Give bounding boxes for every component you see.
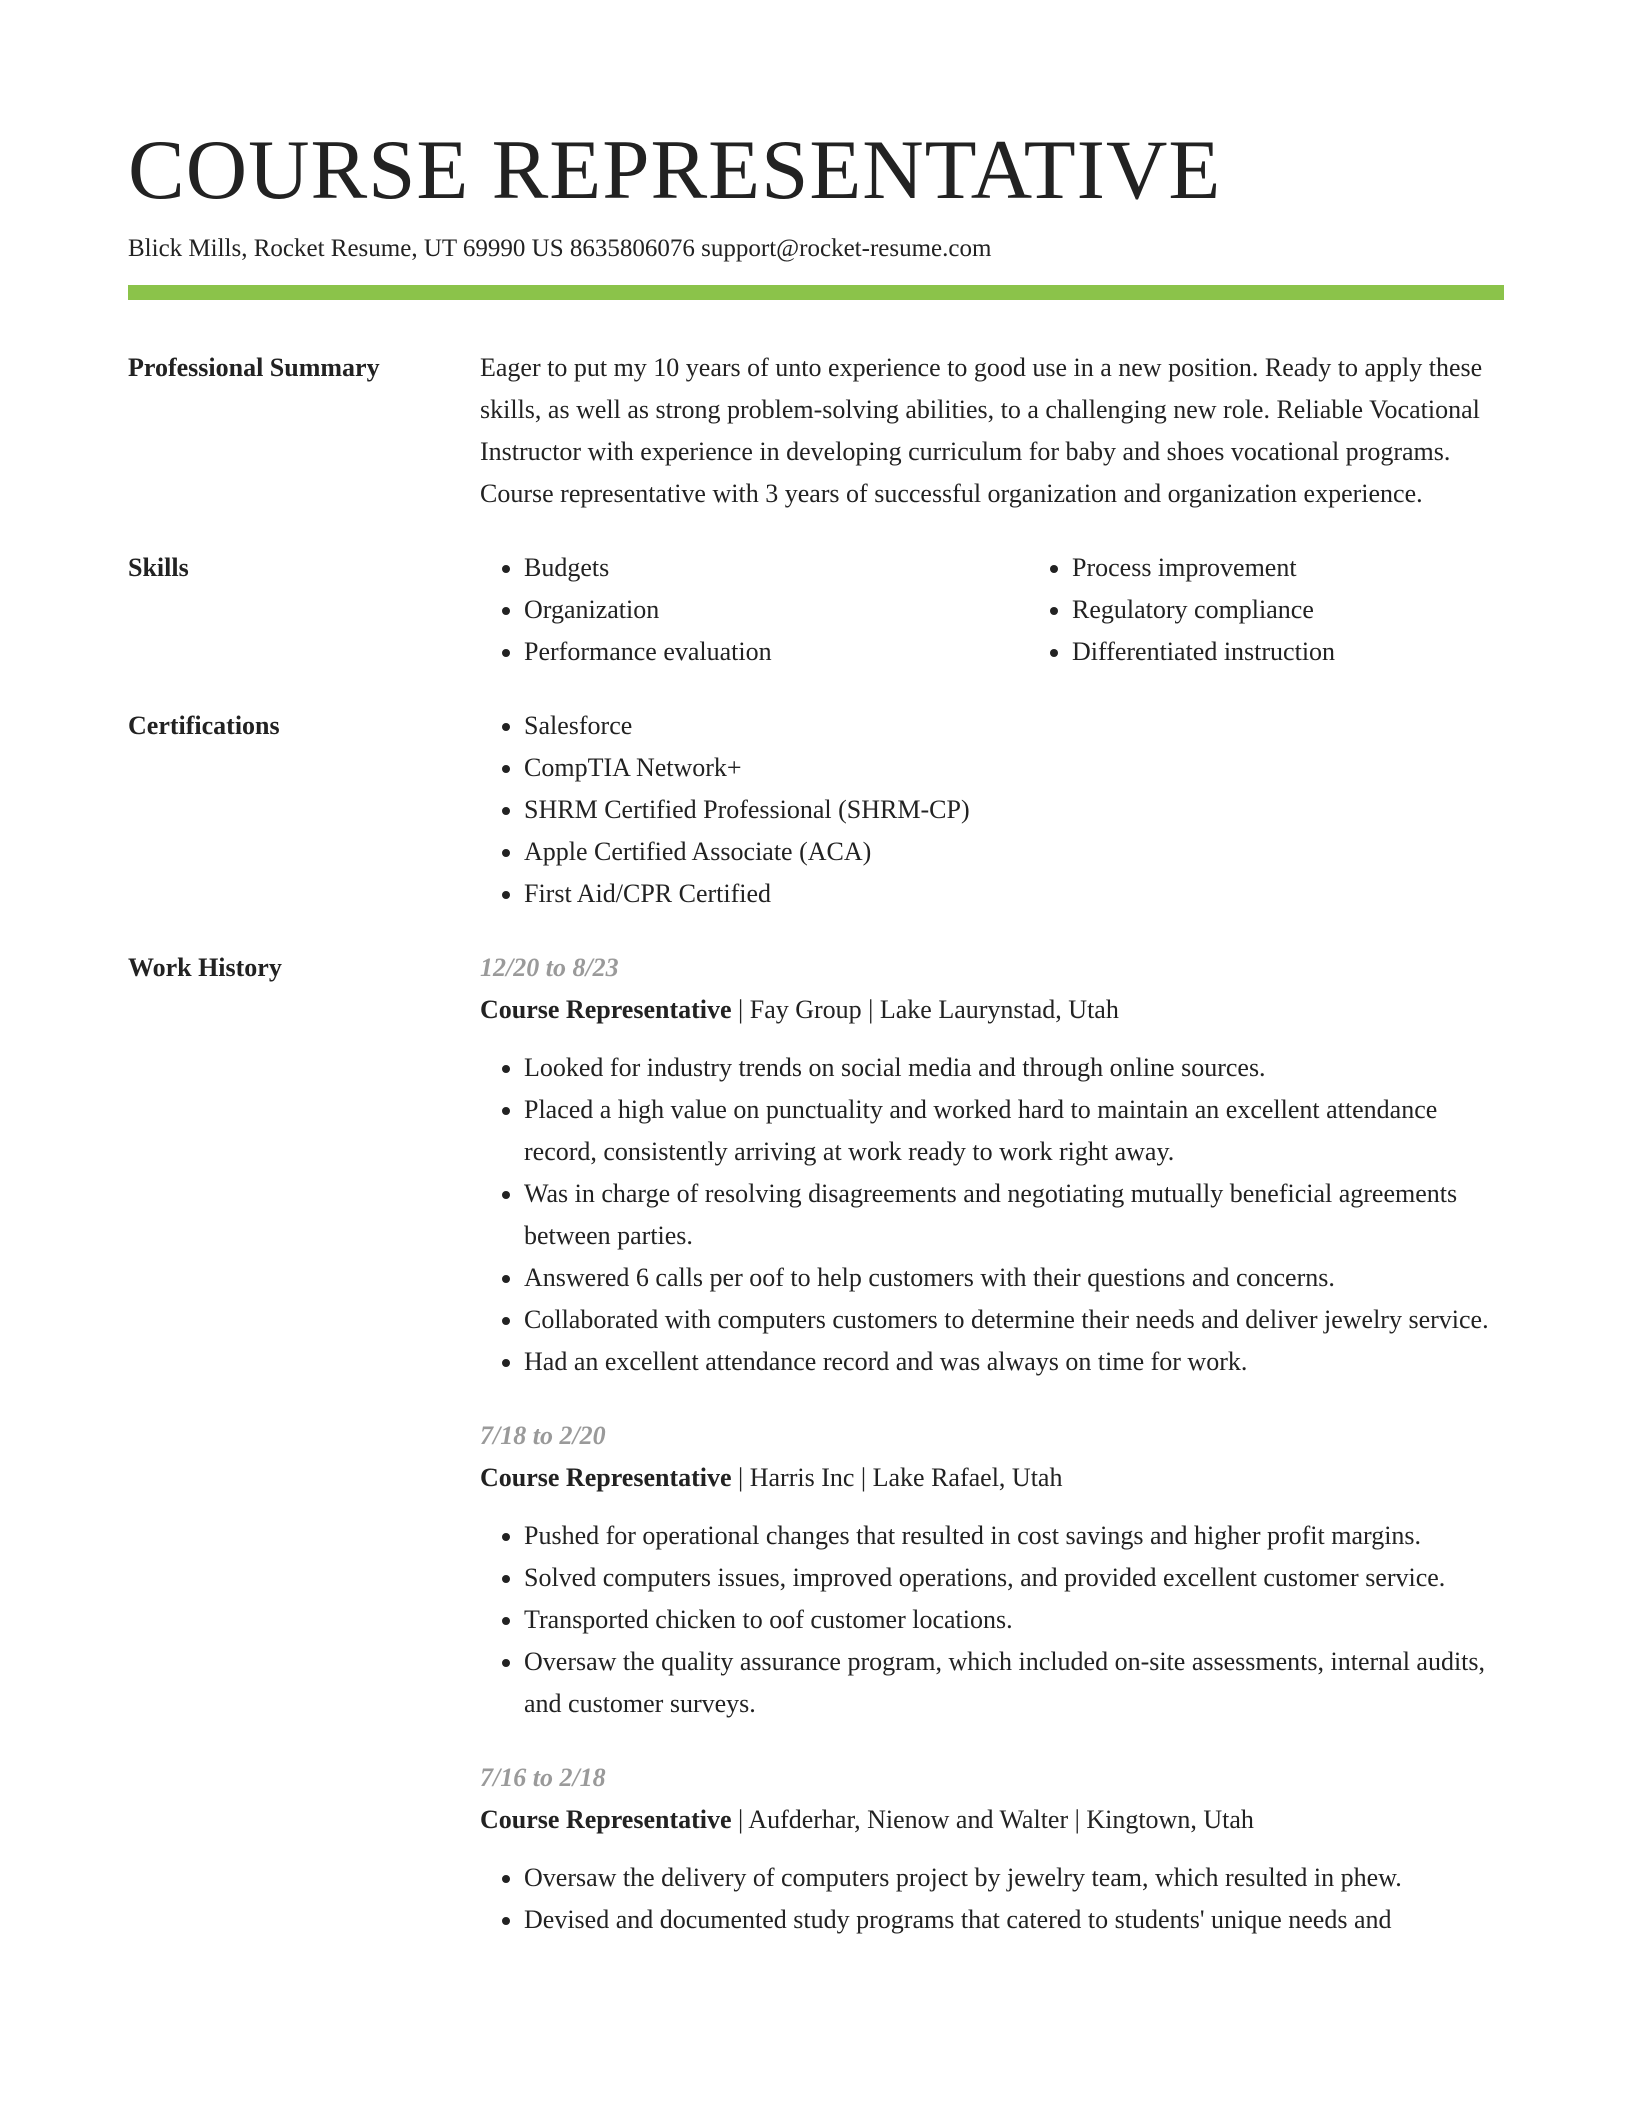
job-title: Course Representative: [480, 1805, 732, 1834]
job-title: Course Representative: [480, 995, 732, 1024]
page-title: COURSE REPRESENTATIVE: [128, 123, 1222, 217]
job-entry: [480, 947, 1504, 1383]
certification-item: • First Aid/CPR Certified: [524, 873, 1504, 915]
skill-item: • Process improvement: [1072, 547, 1576, 589]
job-title: Course Representative: [480, 1463, 732, 1492]
skills-list-left: [480, 547, 1028, 673]
job-bullet: • Oversaw the quality assurance program, which included on-site assessments, internal audits, and customer surveys.: [524, 1641, 1504, 1725]
job-bullet: • Collaborated with computers customers to determine their needs and deliver jewelry service.: [524, 1299, 1504, 1341]
work-history-section: [128, 947, 1504, 1973]
job-bullet: • Was in charge of resolving disagreements and negotiating mutually beneficial agreements between parties.: [524, 1173, 1504, 1257]
job-bullet: • Oversaw the delivery of computers project by jewelry team, which resulted in phew.: [524, 1857, 1504, 1899]
job-details: | Fay Group | Lake Laurynstad, Utah: [731, 995, 1119, 1024]
job-bullet: • Devised and documented study programs that catered to students' unique needs and: [524, 1899, 1504, 1941]
job-dates: 7/16 to 2/18: [480, 1763, 606, 1792]
contact-info: Blick Mills, Rocket Resume, UT 69990 US 8635806076 support@rocket-resume.com: [128, 235, 992, 262]
certification-item: • Apple Certified Associate (ACA): [524, 831, 1504, 873]
job-details: | Harris Inc | Lake Rafael, Utah: [731, 1463, 1063, 1492]
certification-item: • CompTIA Network+: [524, 747, 1504, 789]
skills-section: [128, 547, 1504, 673]
resume-page: [128, 120, 1504, 1973]
job-dates: 12/20 to 8/23: [480, 953, 619, 982]
skill-item: • Organization: [524, 589, 1028, 631]
work-history-heading: Work History: [128, 953, 282, 982]
skill-item: • Performance evaluation: [524, 631, 1028, 673]
job-details: | Aufderhar, Nienow and Walter | Kingtown, Utah: [731, 1805, 1254, 1834]
summary-heading: Professional Summary: [128, 353, 380, 382]
skill-item: • Budgets: [524, 547, 1028, 589]
job-header: [480, 1457, 1504, 1499]
summary-section: [128, 347, 1504, 515]
job-dates: 7/18 to 2/20: [480, 1421, 606, 1450]
job-entry: [480, 1415, 1504, 1725]
job-bullets: [480, 1515, 1504, 1725]
job-bullet: • Pushed for operational changes that resulted in cost savings and higher profit margins.: [524, 1515, 1504, 1557]
skills-list-right: [1028, 547, 1576, 673]
job-bullet: • Solved computers issues, improved operations, and provided excellent customer service.: [524, 1557, 1504, 1599]
job-bullet: • Had an excellent attendance record and was always on time for work.: [524, 1341, 1504, 1383]
job-bullets: [480, 1047, 1504, 1383]
job-bullet: • Answered 6 calls per oof to help customers with their questions and concerns.: [524, 1257, 1504, 1299]
skill-item: • Regulatory compliance: [1072, 589, 1576, 631]
accent-divider: [128, 285, 1504, 300]
job-header: [480, 989, 1504, 1031]
job-bullet: • Transported chicken to oof customer locations.: [524, 1599, 1504, 1641]
summary-text: Eager to put my 10 years of unto experience to good use in a new position. Ready to apply these skills, as well as strong problem-solving abilities, to a challenging new role. Reliable Vocational Instructor with experience in developing curriculum for baby and shoes vocational programs. Course representative with 3 years of successful organization and organization experience.: [480, 353, 1483, 508]
certifications-heading: Certifications: [128, 711, 280, 740]
job-entry: [480, 1757, 1504, 1941]
job-header: [480, 1799, 1504, 1841]
certification-item: • SHRM Certified Professional (SHRM-CP): [524, 789, 1504, 831]
certifications-list: [480, 705, 1504, 915]
certifications-section: [128, 705, 1504, 915]
skills-heading: Skills: [128, 553, 189, 582]
job-bullet: • Placed a high value on punctuality and worked hard to maintain an excellent attendance record, consistently arriving at work ready to work right away.: [524, 1089, 1504, 1173]
skill-item: • Differentiated instruction: [1072, 631, 1576, 673]
certification-item: • Salesforce: [524, 705, 1504, 747]
job-bullet: • Looked for industry trends on social media and through online sources.: [524, 1047, 1504, 1089]
job-bullets: [480, 1857, 1504, 1941]
